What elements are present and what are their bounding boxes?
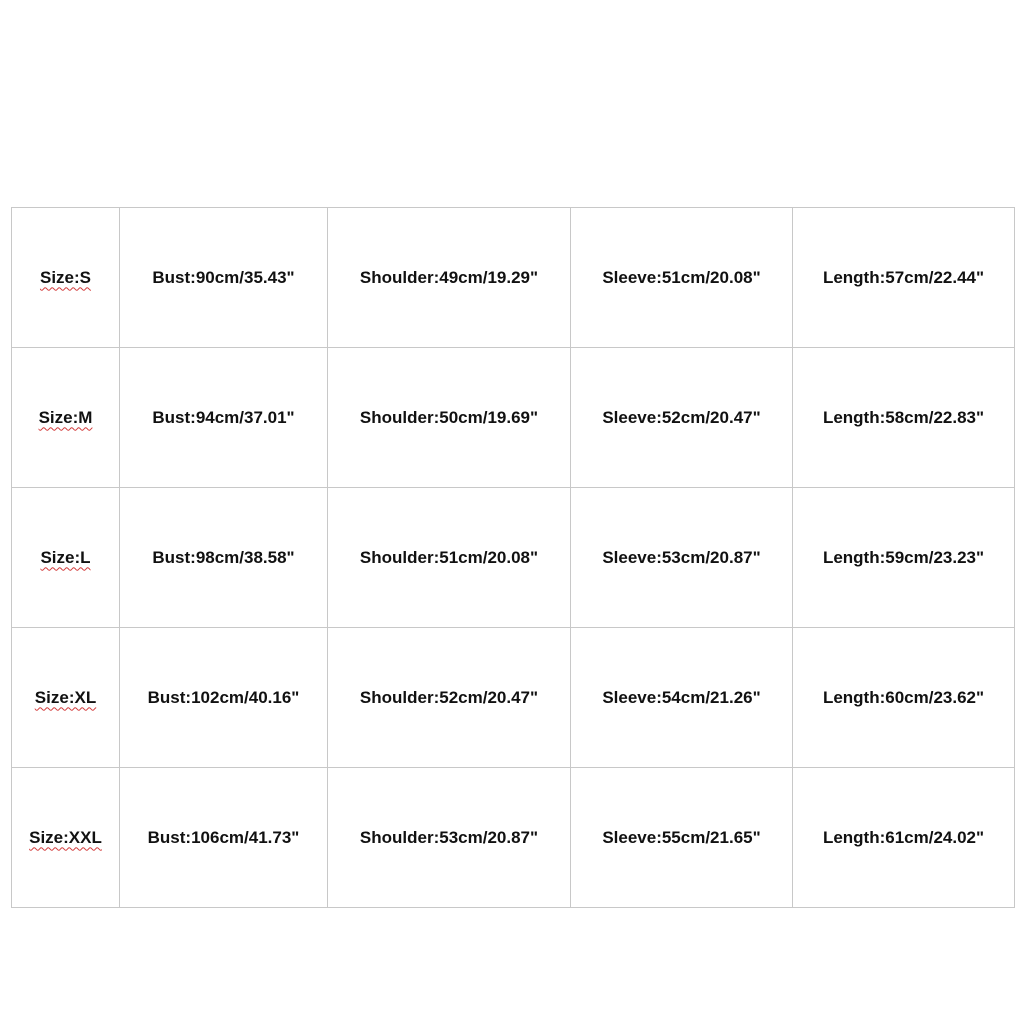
length-cell: Length:60cm/23.62" [793,628,1015,768]
shoulder-cell: Shoulder:52cm/20.47" [328,628,571,768]
table-row [12,628,1015,768]
sleeve-cell: Sleeve:53cm/20.87" [571,488,793,628]
table-row [12,348,1015,488]
shoulder-cell: Shoulder:50cm/19.69" [328,348,571,488]
sleeve-cell: Sleeve:54cm/21.26" [571,628,793,768]
shoulder-cell: Shoulder:53cm/20.87" [328,768,571,908]
bust-cell: Bust:94cm/37.01" [120,348,328,488]
length-cell: Length:61cm/24.02" [793,768,1015,908]
size-label: Size:XXL [29,827,102,847]
length-cell: Length:58cm/22.83" [793,348,1015,488]
size-label: Size:S [39,267,92,287]
size-cell [12,208,120,348]
size-label: Size:L [40,547,91,567]
bust-cell: Bust:98cm/38.58" [120,488,328,628]
bust-cell: Bust:90cm/35.43" [120,208,328,348]
table-row [12,208,1015,348]
sleeve-cell: Sleeve:51cm/20.08" [571,208,793,348]
length-cell: Length:57cm/22.44" [793,208,1015,348]
table-row [12,488,1015,628]
shoulder-cell: Shoulder:49cm/19.29" [328,208,571,348]
size-chart-table [11,207,1015,908]
size-cell [12,488,120,628]
bust-cell: Bust:106cm/41.73" [120,768,328,908]
size-label: Size:M [38,407,93,427]
length-cell: Length:59cm/23.23" [793,488,1015,628]
size-cell [12,768,120,908]
size-cell [12,628,120,768]
size-label: Size:XL [34,687,97,707]
shoulder-cell: Shoulder:51cm/20.08" [328,488,571,628]
bust-cell: Bust:102cm/40.16" [120,628,328,768]
size-cell [12,348,120,488]
table-row [12,768,1015,908]
sleeve-cell: Sleeve:52cm/20.47" [571,348,793,488]
sleeve-cell: Sleeve:55cm/21.65" [571,768,793,908]
